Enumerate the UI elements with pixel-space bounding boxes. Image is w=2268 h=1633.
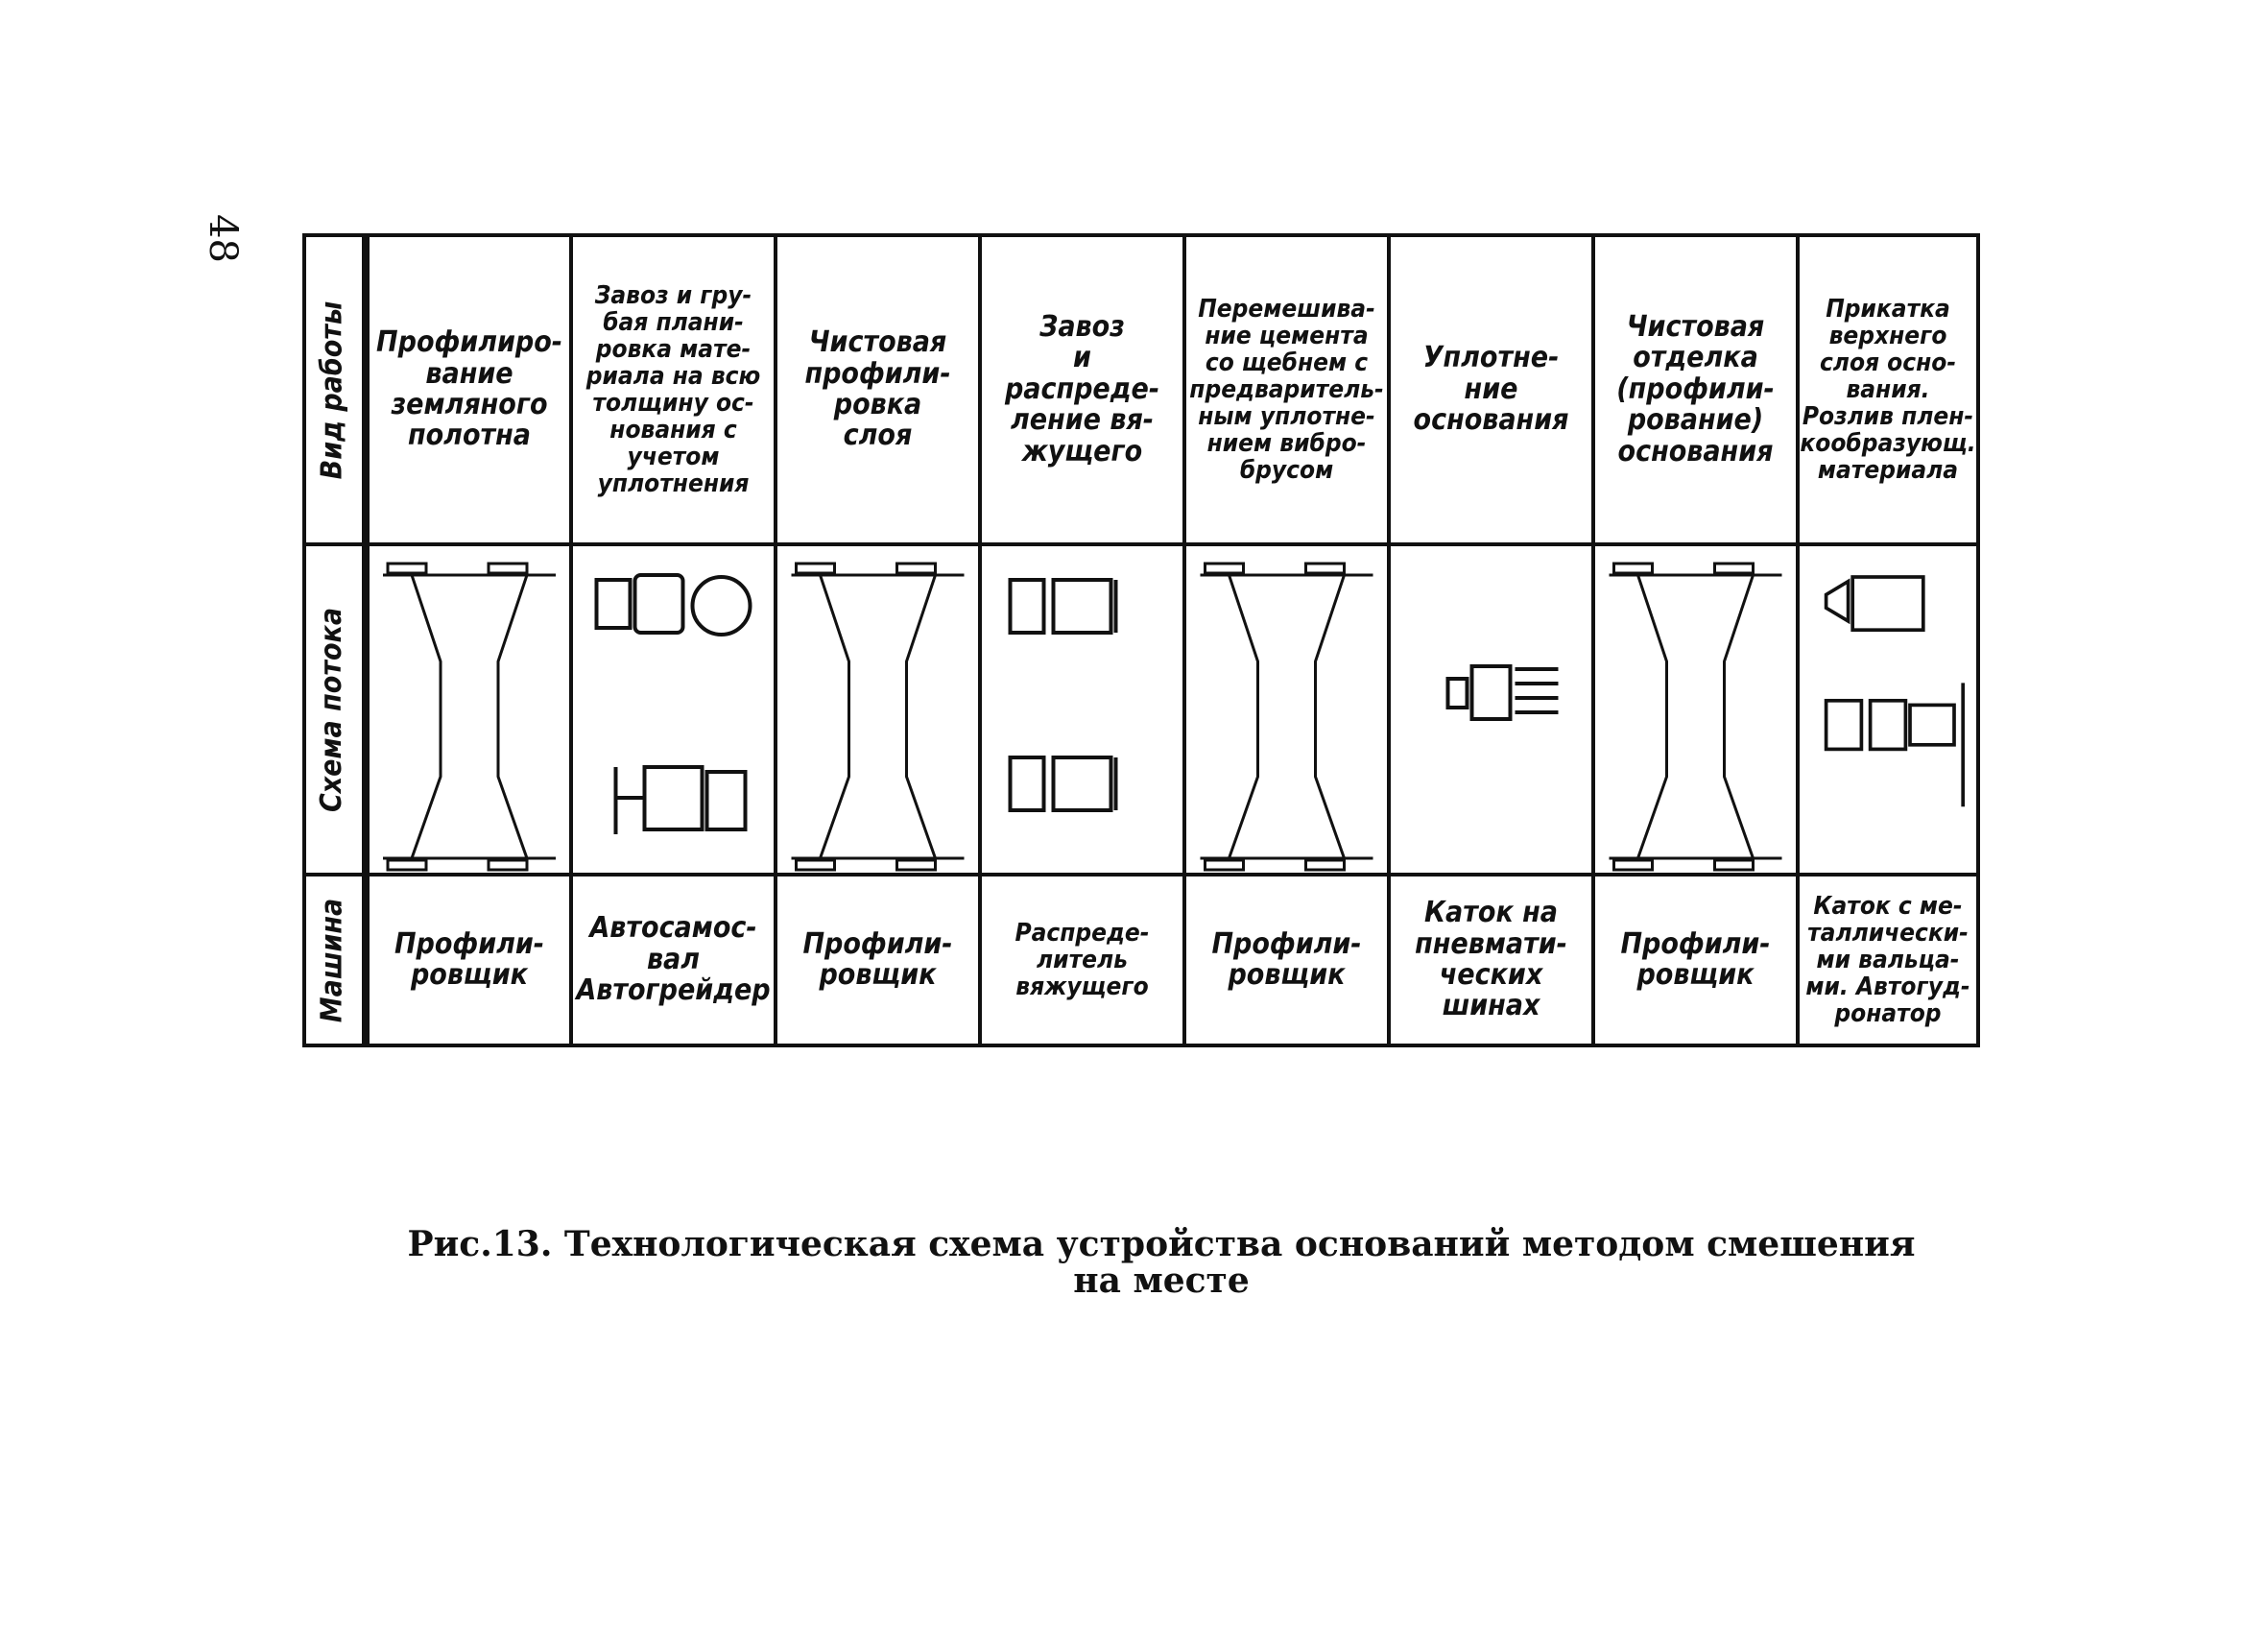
- scheme-cell-7: [1595, 546, 1796, 873]
- caption-line-1: Рис.13. Технологическая схема устройства оснований методом смешения: [407, 1224, 1916, 1264]
- machine-cell-5: Профили- ровщик: [1211, 926, 1362, 992]
- page-number: 48: [201, 214, 245, 263]
- roller-and-sprayer-icon: [1800, 546, 1976, 873]
- machine-cell-8: Каток с ме- таллически- ми вальца- ми. Автогуд- ронатор: [1805, 891, 1970, 1029]
- machine-cell-2: Автосамос- вал Автогрейдер: [576, 911, 771, 1008]
- machine-cell-4: Распреде- литель вяжущего: [1015, 918, 1150, 1002]
- work-cell-8: Прикатка верхнего слоя осно- вания. Розлив плен- кообразующ. материала: [1800, 294, 1976, 486]
- binder-distributor-icon: [982, 546, 1182, 873]
- scheme-cell-8: [1800, 546, 1976, 873]
- road-profile-icon: [370, 546, 569, 873]
- caption-line-2: на месте: [1073, 1260, 1250, 1301]
- scheme-cell-3: [777, 546, 978, 873]
- figure-caption: [384, 1224, 1939, 1301]
- row-label-scheme: Схема потока: [302, 546, 366, 873]
- work-cell-4: Завоз и распреде- ление вя- жущего: [1004, 310, 1160, 468]
- road-profile-icon: [1186, 546, 1387, 873]
- scheme-cell-1: [370, 546, 569, 873]
- machine-cell-6: Каток на пневмати- ческих шинах: [1415, 896, 1567, 1023]
- work-cell-5: Перемешива- ние цемента со щебнем с предваритель- ным уплотне- нием вибро- брусом: [1189, 294, 1384, 486]
- machine-cell-7: Профили- ровщик: [1620, 926, 1771, 992]
- scheme-cell-6: [1391, 546, 1591, 873]
- machine-cell-1: Профили- ровщик: [394, 926, 545, 992]
- scheme-cell-5: [1186, 546, 1387, 873]
- scheme-cell-2: [573, 546, 774, 873]
- work-cell-1: Профилиро- вание земляного полотна: [376, 325, 562, 453]
- work-cell-3: Чистовая профили- ровка слоя: [804, 325, 951, 453]
- machine-cell-3: Профили- ровщик: [802, 926, 953, 992]
- pneumatic-roller-icon: [1391, 546, 1591, 873]
- work-cell-6: Уплотне- ние основания: [1413, 341, 1569, 438]
- row-label-machine: Машина: [302, 877, 366, 1044]
- work-cell-2: Завоз и гру- бая плани- ровка мате- риала на всю толщину ос- нования с учетом уплотнения: [585, 280, 761, 499]
- road-profile-icon: [777, 546, 978, 873]
- dump-truck-and-grader-icon: [573, 546, 774, 873]
- work-cell-7: Чистовая отделка (профили- рование) основания: [1616, 310, 1775, 468]
- road-profile-icon: [1595, 546, 1796, 873]
- row-label-work: Вид работы: [302, 237, 366, 542]
- scheme-cell-4: [982, 546, 1182, 873]
